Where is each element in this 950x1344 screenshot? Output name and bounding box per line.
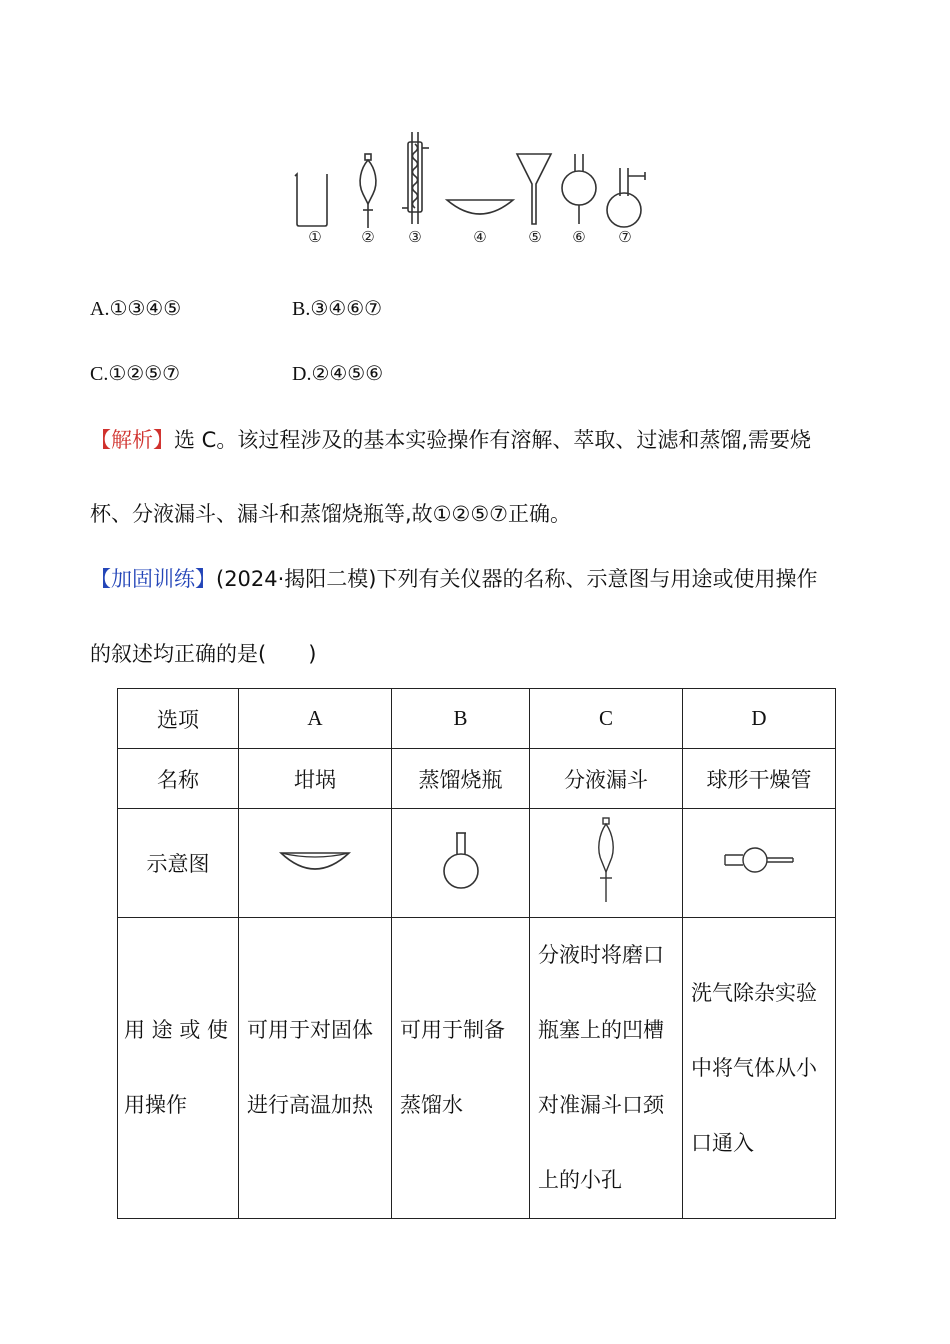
option-c: C.①②⑤⑦ [90, 363, 181, 385]
beaker-drawing [295, 174, 327, 226]
header-cell: 选项 [118, 689, 239, 749]
header-cell: C [530, 689, 683, 749]
usage-cell-c [530, 918, 683, 1219]
usage-label-line: 用 途 或 使 [124, 1018, 229, 1042]
analysis-text-1: 选 C。该过程涉及的基本实验操作有溶解、萃取、过滤和蒸馏,需要烧 [174, 428, 812, 452]
crucible-drawing [275, 841, 355, 881]
header-cell: A [239, 689, 392, 749]
usage-label-line: 用操作 [124, 1093, 187, 1117]
usage-c-line: 对准漏斗口颈 [538, 1093, 664, 1117]
condenser-drawing [402, 132, 429, 224]
usage-label-cell [118, 918, 239, 1219]
diagram-label-cell: 示意图 [118, 809, 239, 918]
practice-text-1: (2024·揭阳二模)下列有关仪器的名称、示意图与用途或使用操作 [216, 567, 818, 591]
usage-b-line: 可用于制备 [400, 1018, 505, 1042]
apparatus-label-7: ⑦ [618, 228, 632, 246]
analysis-tag: 【解析】 [90, 428, 174, 452]
practice-tag: 【加固训练】 [90, 567, 216, 591]
apparatus-figure [285, 128, 665, 248]
evaporating-dish-drawing [447, 200, 513, 214]
analysis-line-2: 杯、分液漏斗、漏斗和蒸馏烧瓶等,故①②⑤⑦正确。 [90, 502, 571, 526]
option-a: A.①③④⑤ [90, 298, 182, 320]
usage-cell-d [683, 918, 836, 1219]
header-cell: B [392, 689, 530, 749]
apparatus-label-1: ① [308, 228, 322, 246]
option-b: B.③④⑥⑦ [292, 298, 383, 320]
option-d: D.②④⑤⑥ [292, 363, 384, 385]
usage-cell-b [392, 918, 530, 1219]
usage-a-line: 可用于对固体 [247, 1018, 373, 1042]
usage-d-line: 洗气除杂实验 [691, 980, 817, 1005]
funnel-drawing [517, 154, 551, 224]
apparatus-label-3: ③ [408, 228, 422, 246]
header-cell: D [683, 689, 836, 749]
apparatus-label-5: ⑤ [528, 228, 542, 246]
diagram-cell-b [392, 809, 530, 918]
usage-d-line: 中将气体从小 [691, 1055, 817, 1080]
diagram-cell-a [239, 809, 392, 918]
apparatus-label-6: ⑥ [572, 228, 586, 246]
apparatus-label-4: ④ [473, 228, 487, 246]
table-usage-row [118, 918, 836, 1219]
usage-a-line: 进行高温加热 [247, 1093, 373, 1117]
usage-c-line: 瓶塞上的凹槽 [538, 1018, 664, 1042]
name-cell: 坩埚 [239, 749, 392, 809]
name-cell: 蒸馏烧瓶 [392, 749, 530, 809]
analysis-line-1 [90, 424, 811, 454]
separatory-funnel-drawing [360, 154, 376, 228]
distillation-flask-drawing [441, 829, 481, 893]
round-flask-drawing [562, 154, 596, 224]
diagram-cell-d [683, 809, 836, 918]
name-cell: 名称 [118, 749, 239, 809]
drying-tube-drawing [719, 841, 799, 881]
usage-c-line: 分液时将磨口 [538, 943, 664, 967]
practice-line-1 [90, 563, 818, 593]
separatory-funnel-drawing [591, 816, 621, 906]
usage-d-line: 口通入 [691, 1130, 754, 1155]
diagram-cell-c [530, 809, 683, 918]
distillation-flask-drawing [607, 168, 645, 227]
practice-line-2: 的叙述均正确的是( ) [90, 642, 317, 666]
name-cell: 分液漏斗 [530, 749, 683, 809]
apparatus-label-2: ② [361, 228, 375, 246]
table-diagram-row [118, 809, 836, 918]
usage-cell-a [239, 918, 392, 1219]
usage-c-line: 上的小孔 [538, 1168, 622, 1192]
name-cell: 球形干燥管 [683, 749, 836, 809]
table-header-row [118, 689, 836, 749]
question-table [117, 688, 836, 1219]
usage-b-line: 蒸馏水 [400, 1093, 463, 1117]
table-name-row [118, 749, 836, 809]
